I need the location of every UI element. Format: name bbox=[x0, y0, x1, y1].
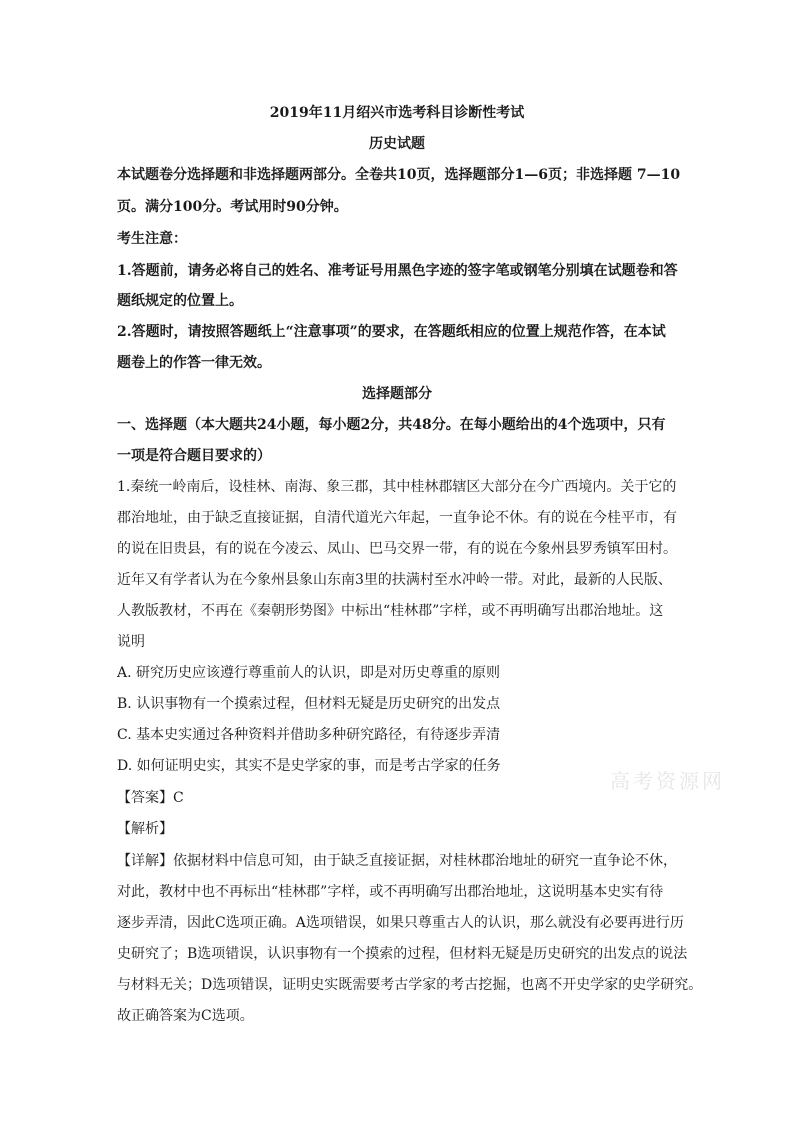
watermark: 高考资源网 bbox=[610, 769, 725, 793]
question-stem: 郡治地址，由于缺乏直接证据，自清代道光六年起，一直争论不休。有的说在今桂平市，有 bbox=[117, 510, 677, 526]
notice-item: 2.答题时，请按照答题纸上“注意事项”的要求，在答题纸相应的位置上规范作答，在本试 bbox=[117, 324, 666, 340]
section-instructions: 一、选择题（本大题共24小题，每小题2分，共48分。在每小题给出的4个选项中，只有 bbox=[117, 417, 666, 433]
notice-item: 题纸规定的位置上。 bbox=[117, 293, 243, 309]
analysis-detail: 故正确答案为C选项。 bbox=[117, 1008, 254, 1024]
option-b: B. 认识事物有一个摸索过程，但材料无疑是历史研究的出发点 bbox=[117, 696, 501, 712]
section-title: 选择题部分 bbox=[362, 386, 432, 402]
option-a: A. 研究历史应该遵行尊重前人的认识，即是对历史尊重的原则 bbox=[117, 665, 501, 681]
analysis-detail: 与材料无关；D选项错误，证明史实既需要考古学家的考古挖掘，也离不开史学家的史学研究。 bbox=[117, 977, 703, 993]
question-stem: 人教版教材，不再在《秦朝形势图》中标出“桂林郡”字样，或不再明确写出郡治地址。这 bbox=[117, 603, 664, 619]
answer: 【答案】C bbox=[117, 790, 184, 806]
analysis-detail: 对此，教材中也不再标出“桂林郡”字样，或不再明确写出郡治地址，这说明基本史实有待 bbox=[117, 884, 664, 900]
question-stem: 说明 bbox=[117, 634, 145, 650]
option-d: D. 如何证明史实，其实不是史学家的事，而是考古学家的任务 bbox=[117, 758, 501, 774]
notice-item: 题卷上的作答一律无效。 bbox=[117, 355, 271, 371]
question-stem: 1.秦统一岭南后，设桂林、南海、象三郡，其中桂林郡辖区大部分在今广西境内。关于它的 bbox=[117, 479, 677, 495]
intro-line: 页。满分100分。考试用时90分钟。 bbox=[117, 199, 348, 215]
question-stem: 的说在旧贵县，有的说在今凌云、凤山、巴马交界一带，有的说在今象州县罗秀镇军田村。 bbox=[117, 541, 677, 557]
analysis-detail: 史研究了；B选项错误，认识事物有一个摸索的过程，但材料无疑是历史研究的出发点的说法 bbox=[117, 946, 688, 962]
notice-heading: 考生注意： bbox=[117, 231, 187, 247]
notice-item: 1.答题前，请务必将自己的姓名、准考证号用黑色字迹的签字笔或钢笔分别填在试题卷和答 bbox=[117, 263, 678, 279]
section-instructions: 一项是符合题目要求的） bbox=[117, 448, 271, 464]
subject-title: 历史试题 bbox=[369, 136, 425, 152]
analysis-detail: 逐步弄清，因此C选项正确。A选项错误，如果只尊重古人的认识，那么就没有必要再进行历 bbox=[117, 915, 684, 931]
option-c: C. 基本史实通过各种资料并借助多种研究路径，有待逐步弄清 bbox=[117, 727, 501, 743]
analysis-detail: 【详解】依据材料中信息可知，由于缺乏直接证据，对桂林郡治地址的研究一直争论不休， bbox=[117, 853, 677, 869]
intro-line: 本试题卷分选择题和非选择题两部分。全卷共10页，选择题部分1—6页；非选择题 7—10 bbox=[117, 167, 681, 183]
analysis-heading: 【解析】 bbox=[117, 821, 173, 837]
exam-title: 2019年11月绍兴市选考科目诊断性考试 bbox=[269, 105, 525, 121]
question-stem: 近年又有学者认为在今象州县象山东南3里的扶满村至水冲岭一带。对此，最新的人民版、 bbox=[117, 572, 672, 588]
